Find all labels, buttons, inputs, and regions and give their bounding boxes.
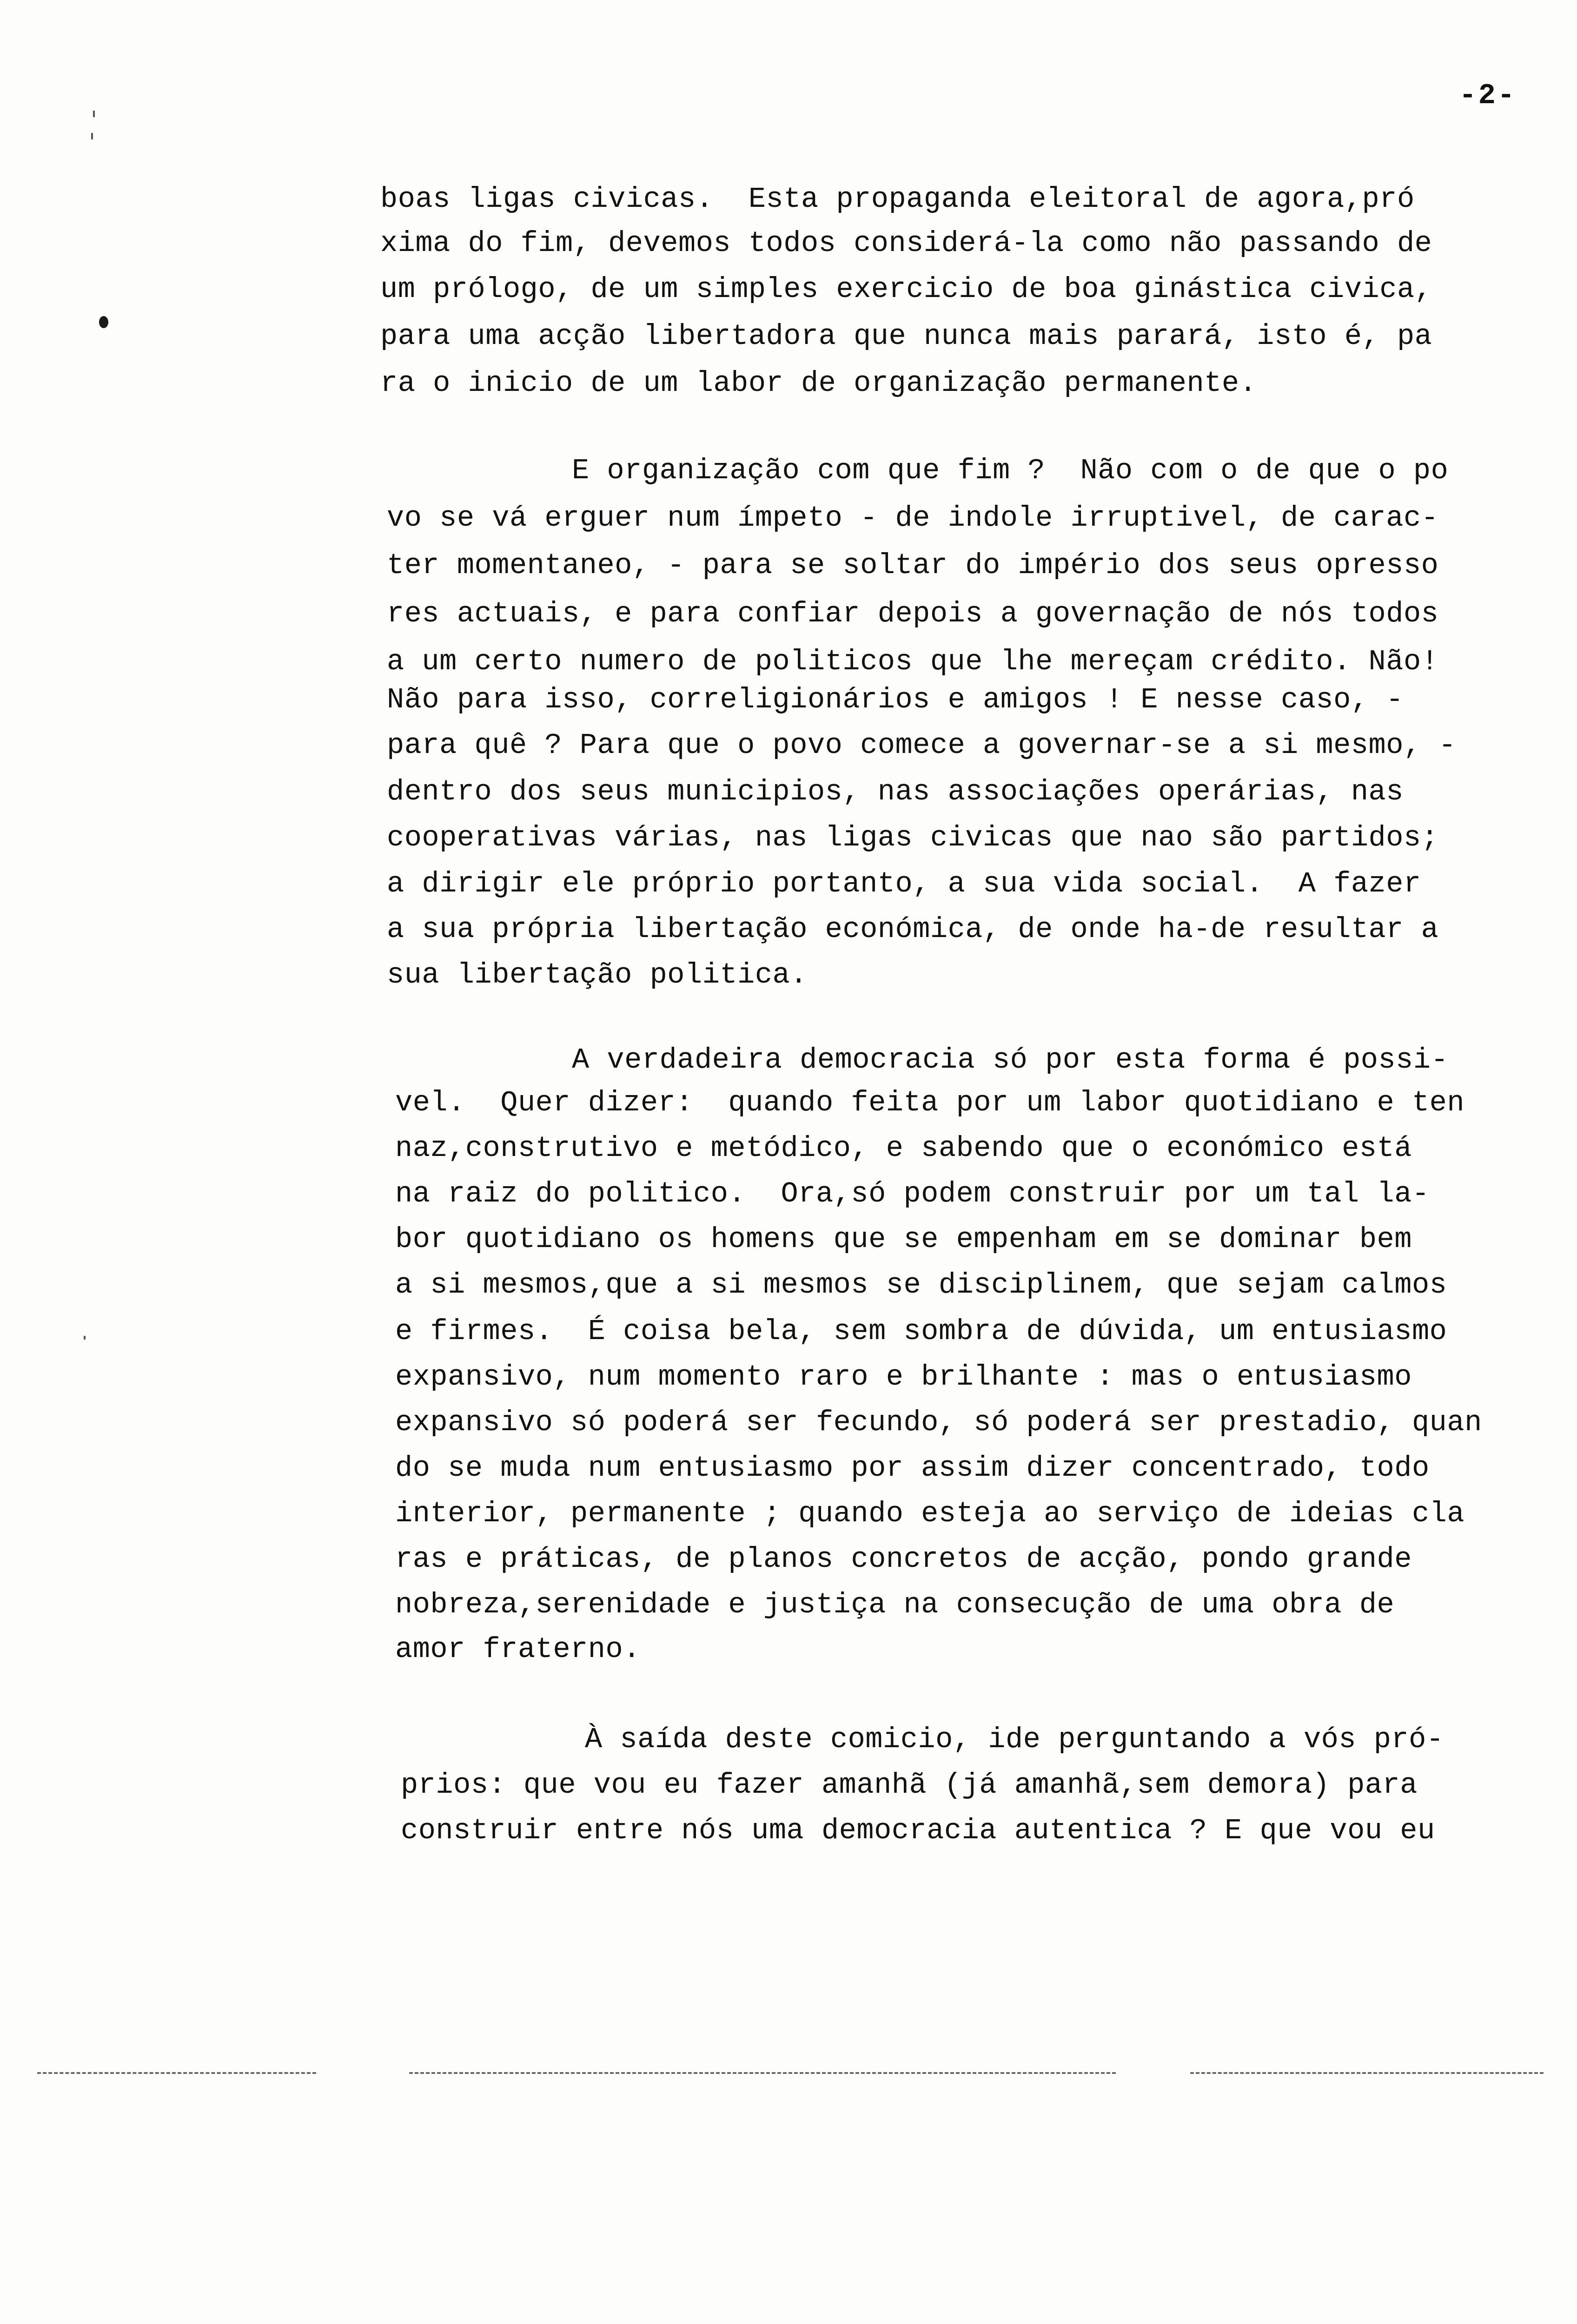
text-line: nobreza,serenidade e justiça na consecução de uma obra de xyxy=(395,1588,1395,1621)
text-line: ra o inicio de um labor de organização permanente. xyxy=(380,367,1257,400)
text-line: vo se vá erguer num ímpeto - de indole irruptivel, de carac- xyxy=(387,502,1439,535)
text-line: ter momentaneo, - para se soltar do império dos seus opresso xyxy=(387,549,1439,582)
text-line: interior, permanente ; quando esteja ao serviço de ideias cla xyxy=(395,1497,1465,1530)
text-line: bor quotidiano os homens que se empenham em se dominar bem xyxy=(395,1223,1412,1256)
text-line: prios: que vou eu fazer amanhã (já amanhã,sem demora) para xyxy=(401,1769,1418,1802)
text-line: vel. Quer dizer: quando feita por um labor quotidiano e ten xyxy=(395,1086,1465,1119)
text-line: a sua própria libertação económica, de onde ha-de resultar a xyxy=(387,913,1439,946)
text-line: ras e práticas, de planos concretos de acção, pondo grande xyxy=(395,1543,1412,1576)
text-line: expansivo, num momento raro e brilhante : mas o entusiasmo xyxy=(395,1360,1412,1393)
text-line: expansivo só poderá ser fecundo, só poderá ser prestadio, quan xyxy=(395,1406,1482,1439)
text-line: sua libertação politica. xyxy=(387,958,808,991)
text-line: A verdadeira democracia só por esta forma é possi- xyxy=(572,1043,1449,1076)
margin-tick xyxy=(93,111,95,117)
text-line: e firmes. É coisa bela, sem sombra de dúvida, um entusiasmo xyxy=(395,1315,1447,1348)
text-line: naz,construtivo e metódico, e sabendo que o económico está xyxy=(395,1132,1412,1165)
text-line: para quê ? Para que o povo comece a governar-se a si mesmo, - xyxy=(387,729,1457,762)
text-line: boas ligas civicas. Esta propaganda eleitoral de agora,pró xyxy=(380,183,1415,216)
text-line: Não para isso, correligionários e amigos ! E nesse caso, - xyxy=(387,683,1404,716)
text-line: um prólogo, de um simples exercicio de boa ginástica civica, xyxy=(380,273,1432,306)
faint-rule xyxy=(1190,2072,1544,2074)
page-number: -2- xyxy=(1459,79,1517,112)
margin-tick xyxy=(84,1336,86,1340)
text-line: res actuais, e para confiar depois a governação de nós todos xyxy=(387,597,1439,630)
ink-blot xyxy=(99,316,108,328)
text-line: a um certo numero de politicos que lhe mereçam crédito. Não! xyxy=(387,645,1439,678)
text-line: À saída deste comicio, ide perguntando a vós pró- xyxy=(585,1723,1444,1756)
text-line: na raiz do politico. Ora,só podem construir por um tal la- xyxy=(395,1177,1430,1210)
margin-tick xyxy=(91,133,93,139)
text-line: xima do fim, devemos todos considerá-la como não passando de xyxy=(380,227,1432,260)
text-line: do se muda num entusiasmo por assim dizer concentrado, todo xyxy=(395,1452,1430,1485)
text-line: E organização com que fim ? Não com o de que o po xyxy=(572,454,1449,487)
text-line: cooperativas várias, nas ligas civicas que nao são partidos; xyxy=(387,821,1439,854)
text-line: amor fraterno. xyxy=(395,1633,641,1666)
text-line: a dirigir ele próprio portanto, a sua vida social. A fazer xyxy=(387,867,1421,900)
text-line: para uma acção libertadora que nunca mais parará, isto é, pa xyxy=(380,320,1432,353)
faint-rule xyxy=(37,2072,316,2074)
faint-rule xyxy=(409,2072,1116,2074)
text-line: dentro dos seus municipios, nas associações operárias, nas xyxy=(387,775,1404,808)
text-line: construir entre nós uma democracia autentica ? E que vou eu xyxy=(401,1814,1435,1847)
text-line: a si mesmos,que a si mesmos se disciplinem, que sejam calmos xyxy=(395,1268,1447,1301)
